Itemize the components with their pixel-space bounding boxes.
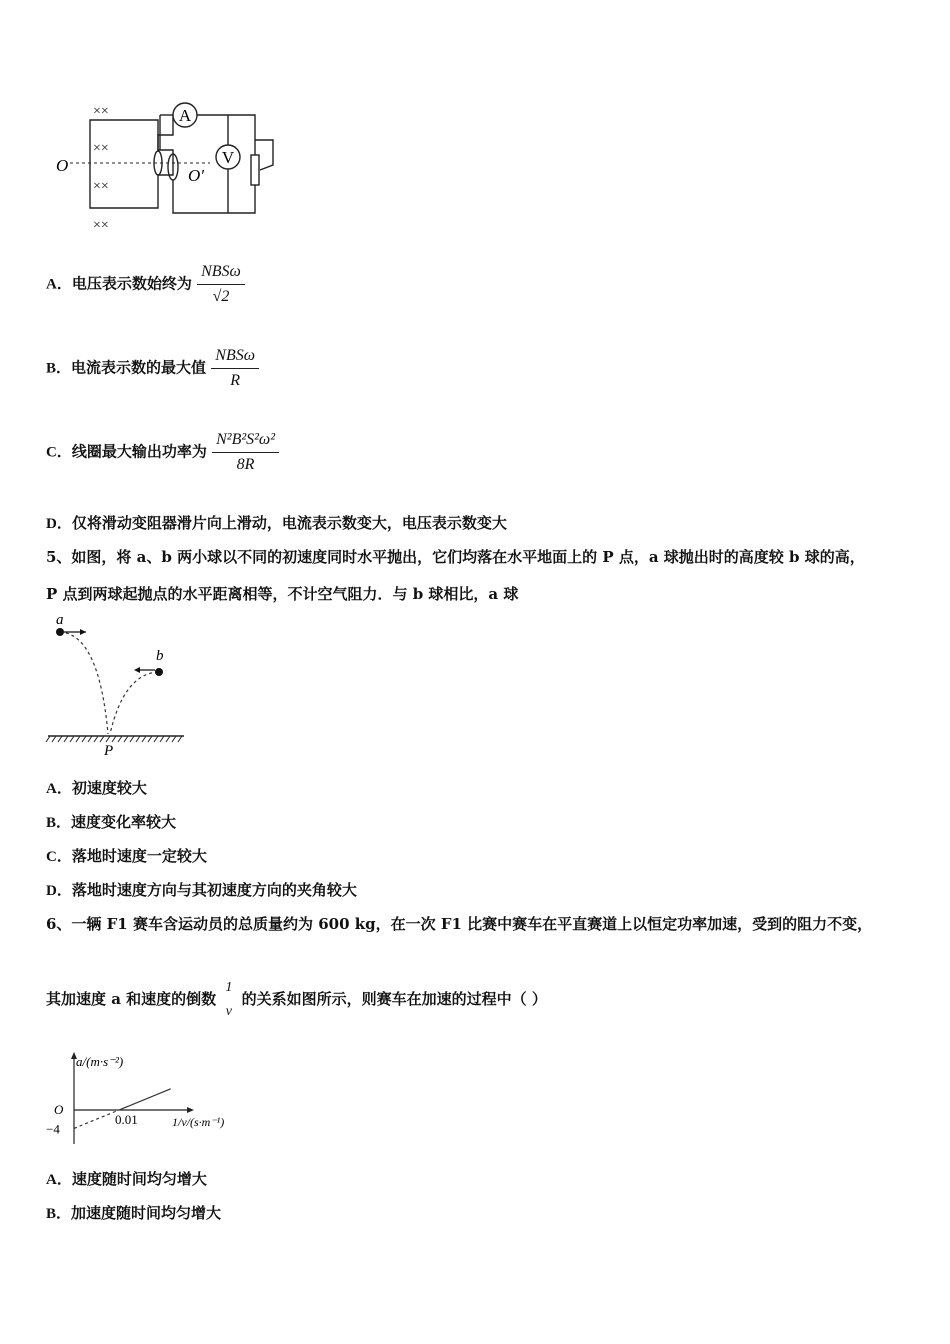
series-line [119,1089,171,1110]
ball-b [155,668,163,676]
fraction: $\frac{\text{NBSω}}{R}$ [211,346,259,391]
q5-option-c: C．落地时速度一定较大 [46,847,207,865]
svg-text:P: P [104,743,114,759]
q5-option-a: A．初速度较大 [46,779,147,797]
svg-text:b: b [156,648,164,664]
q6-option-b: B．加速度随时间均匀增大 [46,1204,222,1222]
svg-text:××: ×× [93,104,109,119]
fraction: $\frac{\text{N²B²S²ω²}}{8R}$ [212,430,279,475]
ball-a [56,628,64,636]
trajectory-a [60,632,108,734]
x-axis-arrow [187,1107,194,1113]
q5-stem-line1: 5、如图，将 a、b 两小球以不同的初速度同时水平抛出，它们均落在水平地面上的 P 点，a 球抛出时的高度较 b 球的高， [46,548,865,566]
y-axis-label: a/(m·s⁻²) [76,1054,124,1069]
trajectory-b [110,672,158,734]
q4-option-d: D．仅将滑动变阻器滑片向上滑动，电流表示数变大，电压表示数变大 [46,514,507,532]
svg-text:O′: O′ [188,166,204,185]
fraction: 1 v [225,980,233,1019]
svg-text:O: O [56,156,69,175]
svg-text:××: ×× [93,218,109,233]
y-tick-label: −4 [46,1121,60,1137]
rheostat [251,155,259,185]
q4-option-c: C．线圈最大输出功率为 $\frac{\text{N²B²S²ω²}}{8R}$ [46,430,279,475]
q6-option-a: A．速度随时间均匀增大 [46,1170,207,1188]
q5-option-b: B．速度变化率较大 [46,813,177,831]
series-line-extrapolated [74,1110,119,1128]
q6-stem-line1: 6、一辆 F1 赛车含运动员的总质量约为 600 kg，在一次 F1 比赛中赛车在平直赛道上以恒定功率加速，受到的阻力不变， [46,915,873,933]
q4-option-b: B．电流表示数的最大值 $\frac{\text{NBSω}}{R}$ [46,346,259,391]
svg-text:V: V [221,148,235,167]
q6-stem-line2: 其加速度 a 和速度的倒数 1 v 的关系如图所示，则赛车在加速的过程中（ ） [46,978,547,1022]
svg-text:××: ×× [93,179,109,194]
svg-text:A: A [178,106,192,125]
origin-label: O [54,1102,64,1117]
acceleration-chart [44,1048,254,1148]
x-tick-label: 0.01 [115,1112,138,1127]
svg-text:××: ×× [93,141,109,156]
q4-option-a: A．电压表示数始终为 $\frac{\text{NBSω}}{√2}$ [46,262,245,307]
circuit-figure [40,95,300,245]
q5-stem-line2: P 点到两球起抛点的水平距离相等，不计空气阻力．与 b 球相比，a 球 [46,585,519,603]
q5-option-d: D．落地时速度方向与其初速度方向的夹角较大 [46,881,357,899]
svg-text:a: a [56,612,64,628]
fraction: $\frac{\text{NBSω}}{√2}$ [197,262,245,307]
projectile-figure [44,612,189,762]
x-axis-label: 1/v/(s·m⁻¹) [172,1115,225,1129]
